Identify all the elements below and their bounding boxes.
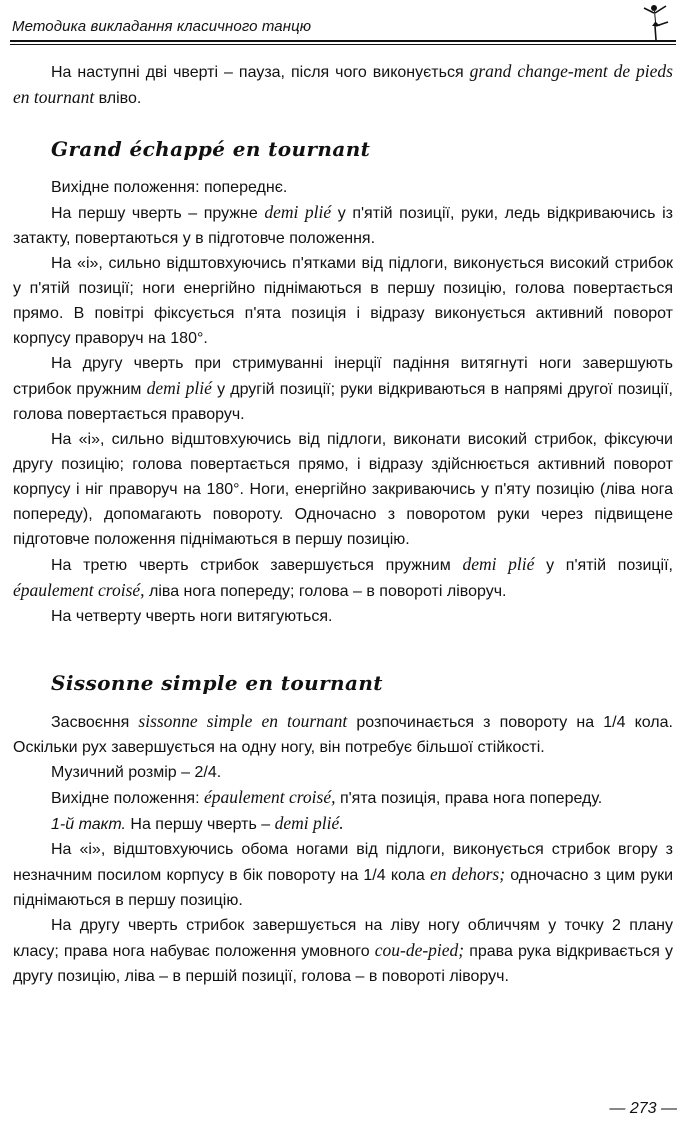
paragraph: 1-й такт. На першу чверть – demi plié. [51,813,344,833]
running-title: Методика викладання класичного танцю [12,18,312,35]
intro-paragraph: На наступні дві чверті – пауза, після чого виконується grand change-ment de pieds en tournant вліво. [13,61,673,107]
page-number: — 273 — [609,1100,677,1117]
paragraph: На другу чверть стрибок завершується на ліву ногу обличчям у точку 2 плану класу; права нога набуває положення умовного cou-de-pied; права рука відкривається у другу позицію, ліва – в першій позиції, голова – в повороті ліворуч. [13,917,673,985]
section-heading-sissonne-simple: Sissonne simple en tournant [51,671,383,695]
paragraph: Вихідне положення: попереднє. [51,179,288,196]
paragraph: На «і», сильно відштовхуючись від підлоги, виконати високий стрибок, фіксуючи другу позицію; голова повертається прямо, і відразу здійснюється активний поворот корпусу і ніг праворуч на 180°. Ноги, енергійно закриваючись у п'яту позицію (ліва нога попереду), допомагають повороту. Одночасно з поворотом руки через підвищене підготовче положення піднімаються в першу позицію. [13,431,673,548]
paragraph: Засвоєння sissonne simple en tournant розпочинається з повороту на 1/4 кола. Оскільки рух завершується на одну ногу, він потребує більшої стійкості. [13,711,673,756]
paragraph: На «і», відштовхуючись обома ногами від підлоги, виконується стрибок вгору з незначним посилом корпусу в бік повороту на 1/4 кола en dehors; одночасно з цим руки піднімаються в першу позицію. [13,841,674,909]
ballerina-icon [640,2,674,42]
page-body [13,59,673,989]
section-heading-grand-echappe: Grand échappé en tournant [51,137,371,161]
paragraph: На «і», сильно відштовхуючись п'ятками від підлоги, виконується високий стрибок у п'ятій позиції; ноги енергійно піднімаються в першу позицію, голова повертається прямо. В повітрі фіксується п'ята позиція і відразу виконується активний поворот корпусу праворуч на 180°. [13,255,673,347]
paragraph: На першу чверть – пружне demi plié у п'ятій позиції, руки, ледь відкриваючись із затакту, повертаються у в підготовче положення. [13,202,674,247]
paragraph: На третю чверть стрибок завершується пружним demi plié у п'ятій позиції, épaulement croisé, ліва нога попереду; голова – в повороті ліворуч. [13,554,673,600]
paragraph: Вихідне положення: épaulement croisé, п'ята позиція, права нога попереду. [51,787,603,807]
paragraph: На четверту чверть ноги витягуються. [51,608,333,625]
paragraph: На другу чверть при стримуванні інерції падіння витягнуті ноги завершують стрибок пружним demi plié у другій позиції; руки відкриваються в напрямі другої позиції, голова повертається праворуч. [13,355,674,423]
header-rule [10,40,676,45]
paragraph: Музичний розмір – 2/4. [51,764,222,781]
